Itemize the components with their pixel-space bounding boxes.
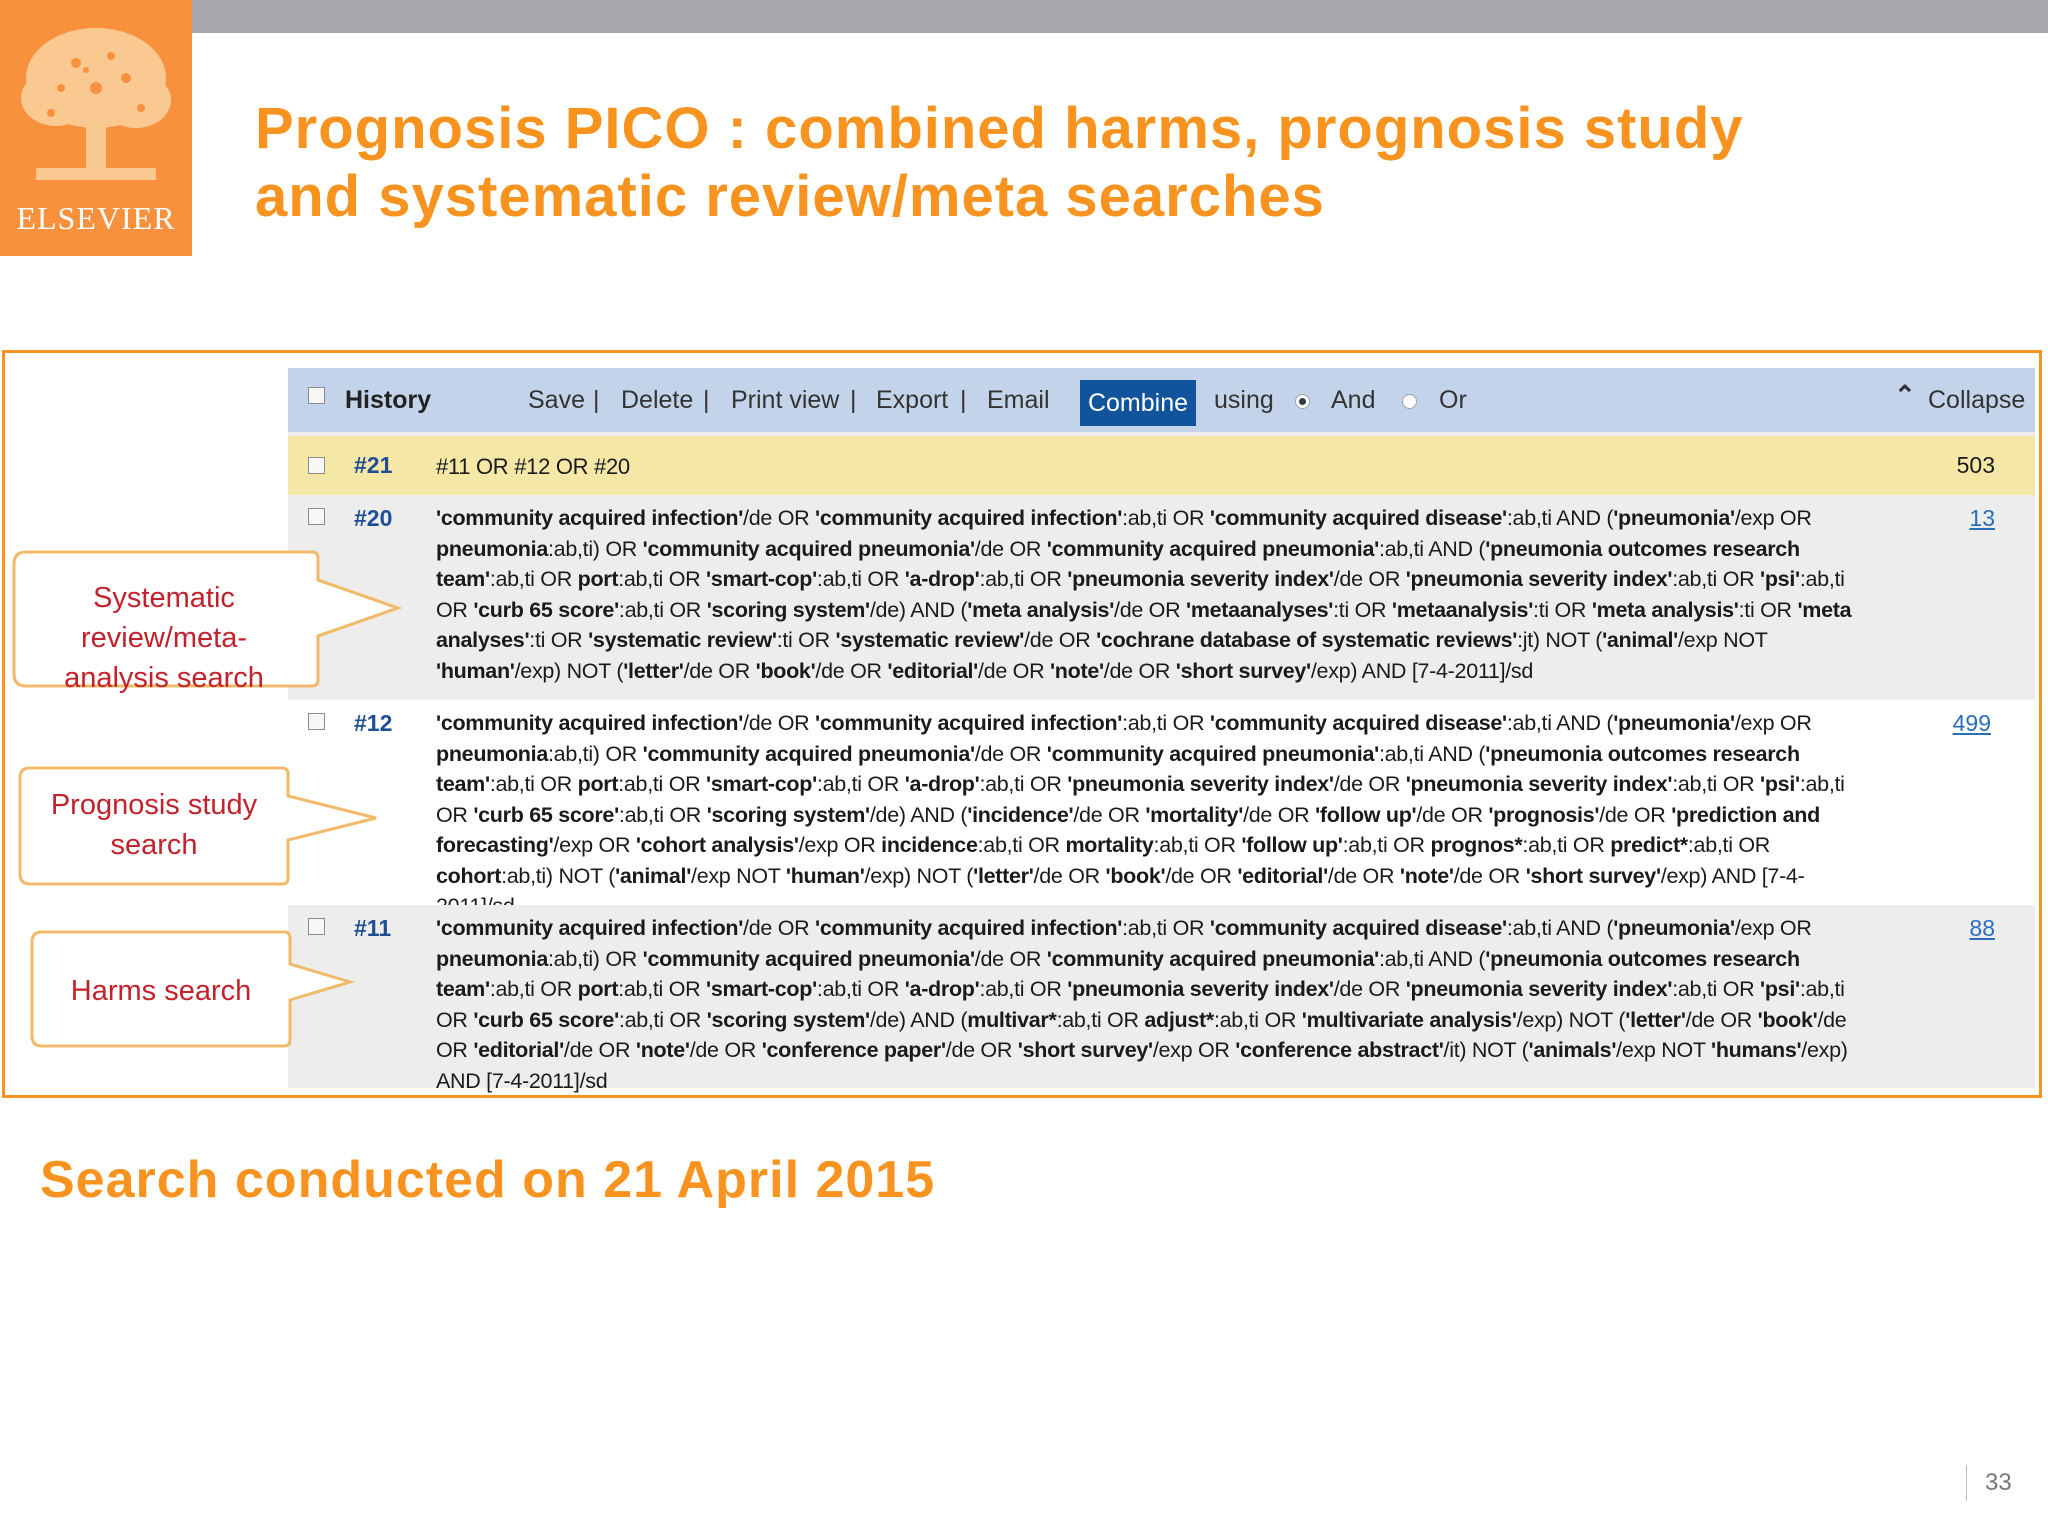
- slide-title: [255, 95, 1955, 231]
- result-count-link[interactable]: 499: [1952, 710, 1991, 736]
- row-query: 'community acquired infection'/de OR 'community acquired infection':ab,ti OR 'community acquired disease':ab,ti AND ('pneumonia'/exp OR pneumonia:ab,ti) OR 'community acquired pneumonia'/de OR 'community acquired pneumonia':ab,ti AND ('pneumonia outcomes research team':ab,ti OR port:ab,ti OR 'smart-cop':ab,ti OR 'a-drop':ab,ti OR 'pneumonia severity index'/de OR 'pneumonia severity index':ab,ti OR 'psi':ab,ti OR 'curb 65 score':ab,ti OR 'scoring system'/de) AND ('incidence'/de OR 'mortality'/de OR 'follow up'/de OR 'prognosis'/de OR 'prediction and forecasting'/exp OR 'cohort analysis'/exp OR incidence:ab,ti OR mortality:ab,ti OR 'follow up':ab,ti OR prognos*:ab,ti OR predict*:ab,ti OR cohort:ab,ti) NOT ('animal'/exp NOT 'human'/exp) NOT ('letter'/de OR 'book'/de OR 'editorial'/de OR 'note'/de OR 'short survey'/exp) AND [7-4-: [436, 711, 1845, 888]
- combine-button[interactable]: Combine: [1080, 380, 1196, 426]
- collapse-button[interactable]: Collapse: [1928, 386, 2026, 414]
- or-radio[interactable]: [1402, 394, 1417, 409]
- callout-line: search: [110, 829, 198, 861]
- result-count: 503: [1956, 452, 1995, 478]
- search-history-panel: [288, 368, 2035, 1093]
- tree-icon: [16, 18, 176, 193]
- logo-text: ELSEVIER: [16, 200, 176, 236]
- callout-line: analysis search: [64, 662, 264, 694]
- search-date-note: Search conducted on 21 April 2015: [40, 1151, 936, 1209]
- toolbar-separator: |: [703, 386, 710, 414]
- result-count-link[interactable]: 13: [1969, 505, 1995, 531]
- save-button[interactable]: Save: [528, 386, 585, 414]
- row-id: #21: [354, 452, 393, 478]
- using-label: using: [1214, 386, 1274, 414]
- callout-harms-text: Harms search: [70, 975, 252, 1007]
- delete-button[interactable]: Delete: [621, 386, 694, 414]
- print-view-button[interactable]: Print view: [731, 386, 840, 414]
- history-toolbar: [288, 368, 2035, 432]
- row-query: #11 OR #12 OR #20: [436, 454, 630, 479]
- export-button[interactable]: Export: [876, 386, 949, 414]
- select-all-checkbox[interactable]: [308, 387, 325, 404]
- history-row-20: [288, 495, 2035, 700]
- row-query: 'community acquired infection'/de OR 'community acquired infection':ab,ti OR 'community acquired disease':ab,ti AND ('pneumonia'/exp OR pneumonia:ab,ti) OR 'community acquired pneumonia'/de OR 'community acquired pneumonia':ab,ti AND ('pneumonia outcomes research team':ab,ti OR port:ab,ti OR 'smart-cop':ab,ti OR 'a-drop':ab,ti OR 'pneumonia severity index'/de OR 'pneumonia severity index':ab,ti OR 'psi':ab,ti OR 'curb 65 score':ab,ti OR 'scoring system'/de) AND (multivar*:ab,ti OR adjust*:ab,ti OR 'multivariate analysis'/exp) NOT ('letter'/de OR 'book'/de OR 'editorial'/de OR 'note'/de OR 'conference paper'/de OR 'short survey'/exp OR 'conference abstract'/it) NOT ('animals'/exp NOT 'humans'/exp) AND [7-4-2011]/sd: [436, 916, 1848, 1093]
- callout-line: Systematic review/meta-: [81, 582, 247, 654]
- double-chevron-up-icon[interactable]: ⌃: [1894, 380, 1916, 410]
- toolbar-separator: |: [593, 386, 600, 414]
- history-row-11: [288, 905, 2035, 1093]
- row-checkbox[interactable]: [308, 457, 325, 474]
- callout-systematic-text: [14, 578, 314, 698]
- email-button[interactable]: Email: [987, 386, 1050, 414]
- result-count-link[interactable]: 88: [1969, 915, 1995, 941]
- page-number: 33: [1966, 1465, 2012, 1501]
- or-label: Or: [1439, 386, 1467, 414]
- callout-line: Prognosis study: [50, 789, 258, 821]
- top-bar: [0, 0, 2048, 33]
- elsevier-logo: [0, 0, 192, 256]
- row-query: 'community acquired infection'/de OR 'community acquired infection':ab,ti OR 'community acquired disease':ab,ti AND ('pneumonia'/exp OR pneumonia:ab,ti) OR 'community acquired pneumonia'/de OR 'community acquired pneumonia':ab,ti AND ('pneumonia outcomes research team':ab,ti OR port:ab,ti OR 'smart-cop':ab,ti OR 'a-drop':ab,ti OR 'pneumonia severity index'/de OR 'pneumonia severity index':ab,ti OR 'psi':ab,ti OR 'curb 65 score':ab,ti OR 'scoring system'/de) AND ('meta analysis'/de OR 'metaanalyses':ti OR 'metaanalysis':ti OR 'meta analysis':ti OR 'meta analyses':ti OR 'systematic review':ti OR 'systematic review'/de OR 'cochrane database of systematic reviews':jt) NOT ('animal'/exp NOT 'human'/exp) NOT ('letter'/de OR 'book'/de OR 'editorial'/de OR 'note'/de OR 'short survey'/exp) AND [7-4-2011]/sd: [436, 506, 1852, 683]
- row-id: #20: [354, 505, 393, 531]
- and-radio[interactable]: [1295, 394, 1310, 409]
- title-line-2: and systematic review/meta searches: [255, 164, 1325, 229]
- title-line-1: Prognosis PICO : combined harms, prognosis study: [255, 96, 1744, 161]
- toolbar-separator: |: [960, 386, 967, 414]
- history-row-12: [288, 700, 2035, 905]
- row-id: #12: [354, 710, 393, 736]
- toolbar-separator: |: [850, 386, 857, 414]
- history-label: History: [345, 386, 432, 414]
- row-id: #11: [354, 915, 392, 941]
- callout-prognosis-text: [20, 785, 288, 865]
- row-checkbox[interactable]: [308, 508, 325, 525]
- and-label: And: [1331, 386, 1376, 414]
- history-row-21: [288, 436, 2035, 495]
